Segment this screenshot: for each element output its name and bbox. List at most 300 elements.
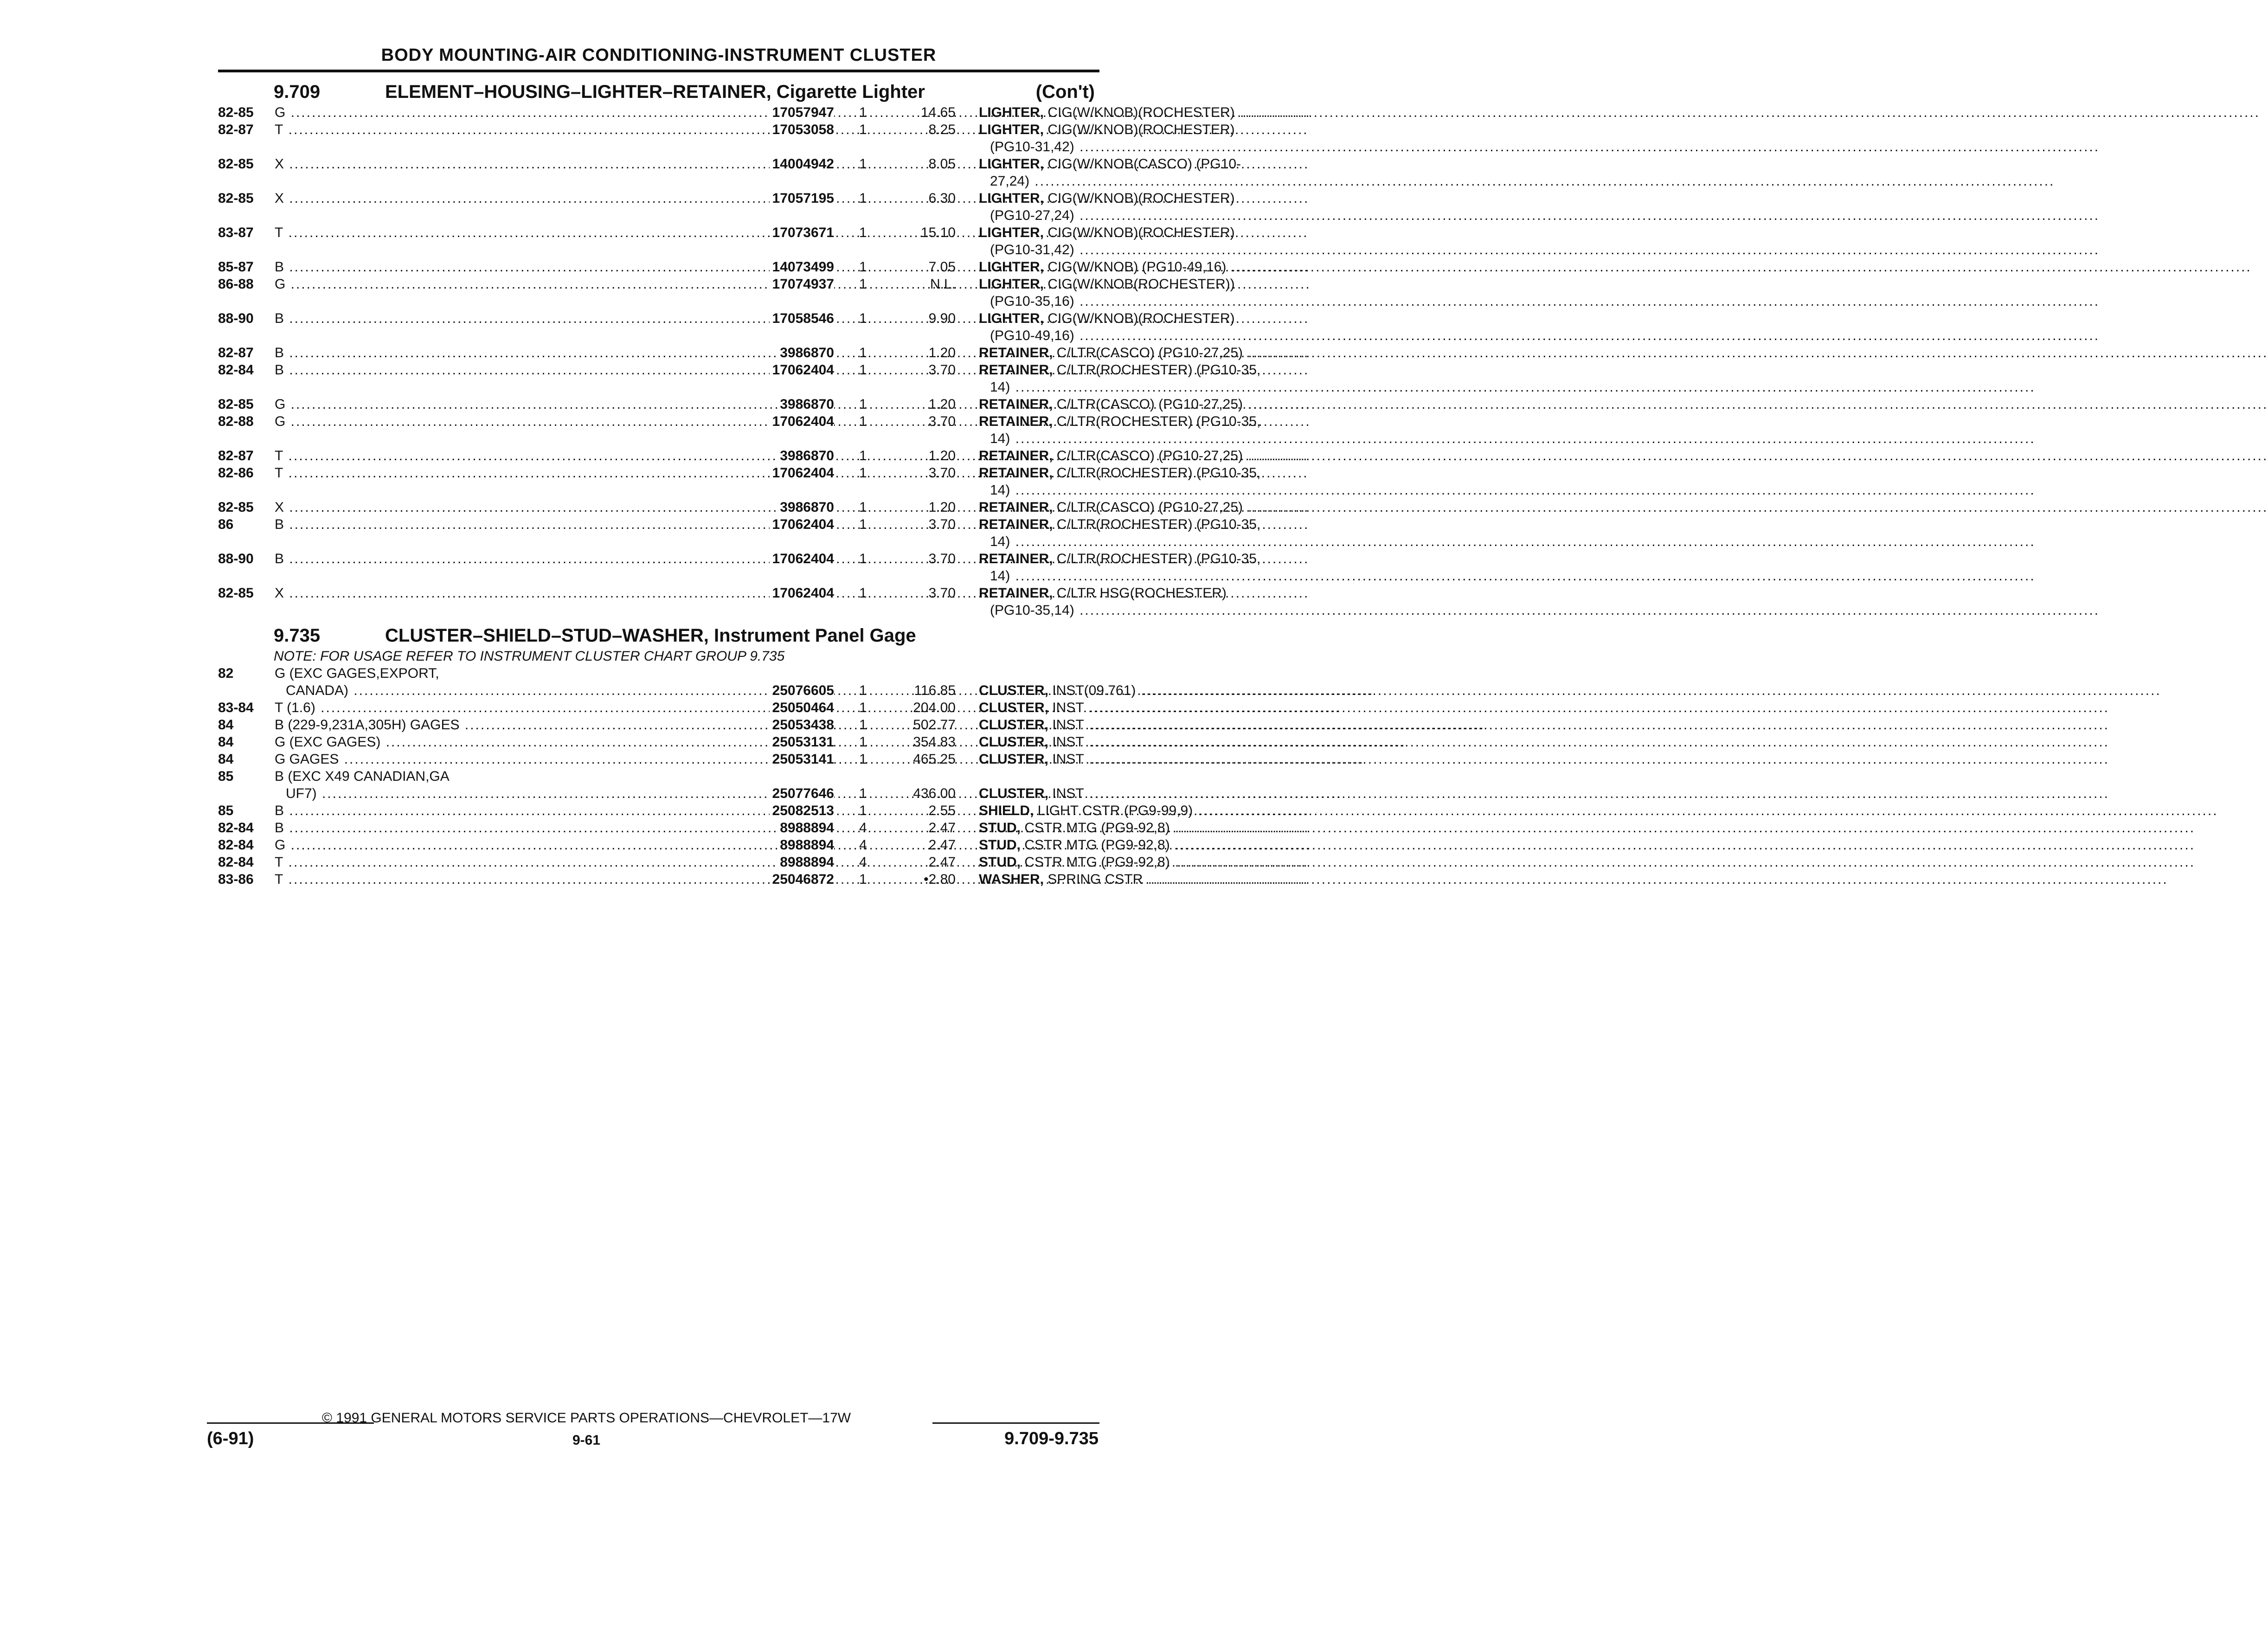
model-code-text: T ..... bbox=[275, 872, 1309, 887]
description-keyword: CLUSTER, bbox=[979, 717, 1048, 733]
model-code bbox=[275, 397, 736, 412]
quantity: 1 bbox=[859, 585, 867, 601]
unit-price: •2.80 bbox=[924, 872, 956, 887]
model-code bbox=[275, 465, 736, 481]
model-year: 82-85 bbox=[218, 500, 254, 515]
description-continued-text: 14) ..... bbox=[990, 534, 2036, 549]
unit-price: 3.70 bbox=[928, 465, 956, 481]
unit-price: 204.00 bbox=[913, 700, 956, 715]
model-code bbox=[275, 803, 736, 819]
quantity: 4 bbox=[859, 855, 867, 870]
description-continued-text: (PG10-31,42) ..... bbox=[990, 139, 2100, 154]
unit-price: 8.25 bbox=[928, 122, 956, 137]
unit-price: 3.70 bbox=[928, 517, 956, 532]
description-text: C/LTR(CASCO) (PG10-27,25) ..... bbox=[1053, 500, 2268, 515]
model-code bbox=[275, 855, 736, 870]
model-code-text: X ..... bbox=[275, 500, 1309, 515]
part-number: 17057195 bbox=[770, 191, 834, 206]
parts-row bbox=[218, 362, 1261, 397]
unit-price: 3.70 bbox=[928, 585, 956, 601]
model-code-text: G ..... bbox=[275, 276, 1311, 292]
part-description bbox=[979, 837, 1311, 853]
model-year: 82-84 bbox=[218, 855, 254, 870]
model-year: 82-84 bbox=[218, 837, 254, 853]
unit-price: 3.70 bbox=[928, 551, 956, 566]
model-code-text: B ..... bbox=[275, 803, 1309, 818]
description-keyword: CLUSTER, bbox=[979, 734, 1048, 750]
parts-row bbox=[218, 717, 1095, 734]
description-continued bbox=[990, 242, 1311, 258]
parts-row bbox=[218, 872, 1143, 889]
part-description bbox=[979, 872, 1311, 887]
unit-price: 3.70 bbox=[928, 414, 956, 429]
parts-row bbox=[218, 311, 1235, 345]
unit-price: 116.85 bbox=[914, 683, 956, 698]
part-number: 17062404 bbox=[770, 585, 834, 601]
model-code-text: B ..... bbox=[275, 517, 1309, 532]
unit-price: 502.77 bbox=[913, 717, 956, 733]
part-description bbox=[979, 225, 1311, 241]
unit-price: 2.55 bbox=[928, 803, 956, 818]
parts-row bbox=[218, 837, 1170, 855]
footer-copyright: © 1991 GENERAL MOTORS SERVICE PARTS OPERATIONS—CHEVROLET—17W bbox=[321, 1410, 851, 1426]
part-description bbox=[979, 465, 1311, 481]
model-code bbox=[275, 276, 736, 292]
unit-price: 1.20 bbox=[928, 397, 956, 412]
parts-row bbox=[218, 820, 1170, 837]
description-continued-text: (PG10-31,42) ..... bbox=[990, 242, 2100, 257]
model-code-text: CANADA) ..... bbox=[286, 683, 1374, 698]
model-code-text: T ..... bbox=[275, 448, 1309, 463]
quantity: 1 bbox=[859, 397, 867, 412]
model-code-text: G (EXC GAGES) ..... bbox=[275, 734, 1406, 750]
model-code-text: B ..... bbox=[275, 551, 1309, 566]
quantity: 1 bbox=[859, 683, 867, 698]
description-text: INST ..... bbox=[1048, 734, 2109, 750]
description-keyword: RETAINER, bbox=[979, 500, 1053, 515]
description-text: INST ..... bbox=[1048, 700, 2109, 715]
parts-row bbox=[218, 448, 1243, 465]
quantity: 1 bbox=[859, 551, 867, 566]
part-number: 17074937 bbox=[770, 276, 834, 292]
model-year: 84 bbox=[218, 717, 234, 733]
model-year: 82-87 bbox=[218, 122, 254, 137]
quantity: 1 bbox=[859, 105, 867, 120]
parts-row bbox=[218, 551, 1261, 585]
part-number: 3986870 bbox=[777, 397, 834, 412]
unit-price: N.L. bbox=[930, 276, 956, 292]
unit-price: 465.25 bbox=[913, 752, 956, 767]
model-code-continued bbox=[286, 683, 747, 699]
quantity: 4 bbox=[859, 820, 867, 836]
model-year: 82 bbox=[218, 666, 234, 681]
description-keyword: LIGHTER, bbox=[979, 276, 1044, 292]
model-year: 82-88 bbox=[218, 414, 254, 429]
footer-page-number: 9-61 bbox=[572, 1433, 601, 1448]
description-keyword: RETAINER, bbox=[979, 465, 1053, 481]
model-year: 82-85 bbox=[218, 585, 254, 601]
part-number: 8988894 bbox=[777, 855, 834, 870]
quantity: 1 bbox=[859, 259, 867, 275]
description-keyword: CLUSTER, bbox=[979, 786, 1048, 801]
model-code: B (EXC X49 CANADIAN,GA bbox=[275, 769, 450, 784]
model-code bbox=[275, 362, 736, 378]
part-description bbox=[979, 752, 1311, 767]
description-continued-text: 14) ..... bbox=[990, 482, 2036, 498]
model-year: 83-87 bbox=[218, 225, 254, 240]
description-keyword: CLUSTER, bbox=[979, 683, 1048, 698]
description-continued-text: 14) ..... bbox=[990, 431, 2036, 446]
description-keyword: LIGHTER, bbox=[979, 225, 1044, 240]
part-description bbox=[979, 259, 1311, 275]
part-number: 25053141 bbox=[770, 752, 834, 767]
parts-row bbox=[218, 666, 1136, 700]
section-name: ELEMENT–HOUSING–LIGHTER–RETAINER, Cigarette Lighter bbox=[385, 82, 925, 102]
quantity: 1 bbox=[859, 734, 867, 750]
parts-row bbox=[218, 276, 1235, 311]
description-continued-text: 14) ..... bbox=[990, 568, 2036, 584]
part-description bbox=[979, 345, 1311, 361]
part-number: 17062404 bbox=[770, 465, 834, 481]
description-text: CIG(W/KNOB)(ROCHESTER) bbox=[1044, 191, 1235, 206]
model-year: 82-85 bbox=[218, 397, 254, 412]
description-keyword: STUD, bbox=[979, 837, 1021, 853]
description-continued-text: (PG10-49,16) ..... bbox=[990, 328, 2100, 343]
unit-price: 1.20 bbox=[928, 500, 956, 515]
part-description bbox=[979, 786, 1311, 802]
description-keyword: CLUSTER, bbox=[979, 752, 1048, 767]
part-number: 25076605 bbox=[770, 683, 834, 699]
model-code bbox=[275, 191, 736, 206]
model-year: 84 bbox=[218, 752, 234, 767]
part-number: 14004942 bbox=[770, 156, 834, 172]
unit-price: 9.90 bbox=[928, 311, 956, 326]
model-code-text: G ..... bbox=[275, 397, 1311, 412]
quantity: 1 bbox=[859, 311, 867, 326]
model-code-text: T (1.6) ..... bbox=[275, 700, 1341, 715]
description-keyword: CLUSTER, bbox=[979, 700, 1048, 715]
model-code bbox=[275, 156, 736, 172]
model-code-text: T ..... bbox=[275, 855, 1309, 870]
model-code bbox=[275, 717, 736, 733]
part-description bbox=[979, 803, 1311, 819]
model-code bbox=[275, 517, 736, 533]
unit-price: 15.10 bbox=[920, 225, 956, 240]
quantity: 1 bbox=[859, 500, 867, 515]
model-year: 83-86 bbox=[218, 872, 254, 887]
description-continued-text: (PG10-35,16) ..... bbox=[990, 294, 2100, 309]
description-text: CIG(W/KNOB(ROCHESTER)) bbox=[1044, 276, 1235, 292]
footer-date: (6-91) bbox=[207, 1429, 254, 1448]
part-description bbox=[979, 585, 1311, 601]
model-year: 86-88 bbox=[218, 276, 254, 292]
model-year: 85 bbox=[218, 803, 234, 818]
model-code bbox=[275, 734, 736, 750]
unit-price: 1.20 bbox=[928, 345, 956, 360]
model-code bbox=[275, 225, 736, 241]
model-code-text: G GAGES ..... bbox=[275, 752, 1364, 767]
quantity: 1 bbox=[859, 122, 867, 137]
model-code bbox=[275, 311, 736, 327]
part-description bbox=[979, 683, 1311, 699]
quantity: 1 bbox=[859, 345, 867, 360]
model-year: 82-85 bbox=[218, 105, 254, 120]
parts-row bbox=[218, 500, 1243, 517]
part-number: 17057947 bbox=[770, 105, 834, 121]
part-number: 25077646 bbox=[770, 786, 834, 802]
model-code-text: X ..... bbox=[275, 156, 1309, 172]
description-continued-text: (PG10-35,14) ..... bbox=[990, 603, 2100, 618]
part-description bbox=[979, 448, 1311, 464]
quantity: 1 bbox=[859, 414, 867, 429]
part-number: 17062404 bbox=[770, 414, 834, 430]
quantity: 1 bbox=[859, 225, 867, 240]
model-year: 85-87 bbox=[218, 259, 254, 275]
model-year: 84 bbox=[218, 734, 234, 750]
part-description bbox=[979, 311, 1311, 327]
model-code bbox=[275, 414, 736, 430]
quantity: 4 bbox=[859, 837, 867, 853]
section-continued: (Con't) bbox=[1035, 82, 1095, 102]
part-description bbox=[979, 500, 1311, 515]
description-continued bbox=[990, 294, 1311, 309]
unit-price: 354.83 bbox=[913, 734, 956, 750]
description-text: CIG(W/KNOB)(ROCHESTER) bbox=[1044, 311, 1235, 326]
model-code-text: B (229-9,231A,305H) GAGES ..... bbox=[275, 717, 1485, 733]
parts-row bbox=[218, 225, 1235, 259]
quantity: 1 bbox=[859, 517, 867, 532]
parts-row bbox=[218, 156, 1241, 191]
quantity: 1 bbox=[859, 700, 867, 715]
part-number: 3986870 bbox=[777, 345, 834, 361]
parts-row bbox=[218, 734, 1095, 752]
description-continued bbox=[990, 534, 1311, 550]
part-description bbox=[979, 700, 1311, 716]
description-keyword: STUD, bbox=[979, 855, 1021, 870]
description-continued-text: 14) ..... bbox=[990, 379, 2036, 395]
description-keyword: RETAINER, bbox=[979, 448, 1053, 463]
description-continued bbox=[990, 208, 1311, 224]
description-text: C/LTR(CASCO) (PG10-27,25) ..... bbox=[1053, 448, 2268, 463]
model-code-text: T ..... bbox=[275, 465, 1309, 481]
unit-price: 1.20 bbox=[928, 448, 956, 463]
part-number: 3986870 bbox=[777, 500, 834, 515]
description-text: CSTR MTG (PG9-92,8) ..... bbox=[1021, 837, 2195, 853]
description-keyword: LIGHTER, bbox=[979, 105, 1044, 120]
parts-row bbox=[218, 191, 1235, 225]
model-code-text: B ..... bbox=[275, 345, 1309, 360]
part-number: 25046872 bbox=[770, 872, 834, 887]
description-text: INST(09.761) ..... bbox=[1048, 683, 2161, 698]
section-title bbox=[218, 82, 1095, 104]
model-code bbox=[275, 448, 736, 464]
part-description bbox=[979, 362, 1311, 378]
description-continued-text: 27,24) ..... bbox=[990, 174, 2055, 189]
description-text: CSTR MTG (PG9-92,8) ..... bbox=[1021, 855, 2195, 870]
part-description bbox=[979, 397, 1311, 412]
model-year: 82-87 bbox=[218, 448, 254, 463]
section-note: NOTE: FOR USAGE REFER TO INSTRUMENT CLUSTER CHART GROUP 9.735 bbox=[274, 649, 785, 664]
model-year: 82-86 bbox=[218, 465, 254, 481]
parts-row bbox=[218, 105, 1235, 122]
unit-price: 7.05 bbox=[928, 259, 956, 275]
description-keyword: RETAINER, bbox=[979, 362, 1053, 378]
description-keyword: LIGHTER, bbox=[979, 259, 1044, 275]
quantity: 1 bbox=[859, 717, 867, 733]
model-year: 82-85 bbox=[218, 191, 254, 206]
model-code-text: G ..... bbox=[275, 414, 1311, 429]
parts-row bbox=[218, 752, 1095, 769]
parts-row bbox=[218, 465, 1261, 500]
part-description bbox=[979, 517, 1311, 533]
model-year: 88-90 bbox=[218, 311, 254, 326]
description-text: CIG(W/KNOB)(ROCHESTER) bbox=[1044, 225, 1235, 240]
description-continued bbox=[990, 568, 1311, 584]
description-keyword: RETAINER, bbox=[979, 397, 1053, 412]
model-code bbox=[275, 122, 736, 138]
model-code bbox=[275, 259, 736, 275]
section-number: 9.709 bbox=[274, 82, 321, 102]
description-text: C/LTR(ROCHESTER) (PG10-35, bbox=[1053, 414, 1261, 429]
unit-price: 3.70 bbox=[928, 362, 956, 378]
model-code-text: B ..... bbox=[275, 362, 1309, 378]
parts-row bbox=[218, 769, 1095, 803]
model-code-text: G ..... bbox=[275, 837, 1311, 853]
description-text: SPRING CSTR ..... bbox=[1044, 872, 2168, 887]
part-number: 17062404 bbox=[770, 517, 834, 533]
description-text: LIGHT CSTR (PG9-99,9) ..... bbox=[1034, 803, 2218, 818]
parts-row bbox=[218, 517, 1261, 551]
part-description bbox=[979, 156, 1311, 172]
model-code-text: B ..... bbox=[275, 259, 1309, 275]
part-description bbox=[979, 105, 1311, 121]
description-keyword: RETAINER, bbox=[979, 517, 1053, 532]
parts-row bbox=[218, 397, 1243, 414]
part-number: 17062404 bbox=[770, 551, 834, 567]
description-keyword: RETAINER, bbox=[979, 551, 1053, 566]
model-year: 85 bbox=[218, 769, 234, 784]
header-rule bbox=[218, 70, 1099, 72]
footer-group-range: 9.709-9.735 bbox=[1004, 1429, 1099, 1448]
part-number: 8988894 bbox=[777, 820, 834, 836]
description-continued bbox=[990, 174, 1311, 189]
model-year: 82-84 bbox=[218, 362, 254, 378]
part-description bbox=[979, 122, 1311, 138]
model-code-continued bbox=[286, 786, 747, 802]
description-keyword: LIGHTER, bbox=[979, 122, 1044, 137]
quantity: 1 bbox=[859, 448, 867, 463]
part-description bbox=[979, 820, 1311, 836]
quantity: 1 bbox=[859, 872, 867, 887]
model-year: 88-90 bbox=[218, 551, 254, 566]
description-text: C/LTR(ROCHESTER) (PG10-35, bbox=[1053, 465, 1261, 481]
unit-price: 8.05 bbox=[928, 156, 956, 172]
part-number: 25082513 bbox=[770, 803, 834, 819]
quantity: 1 bbox=[859, 276, 867, 292]
description-continued bbox=[990, 139, 1311, 155]
description-keyword: WASHER, bbox=[979, 872, 1044, 887]
part-description bbox=[979, 734, 1311, 750]
description-keyword: SHIELD, bbox=[979, 803, 1034, 818]
part-description bbox=[979, 191, 1311, 206]
parts-row bbox=[218, 855, 1170, 872]
quantity: 1 bbox=[859, 803, 867, 818]
part-description bbox=[979, 276, 1311, 292]
model-code-text: B ..... bbox=[275, 311, 1309, 326]
description-text: INST ..... bbox=[1048, 786, 2109, 801]
parts-row bbox=[218, 345, 1243, 362]
unit-price: 2.47 bbox=[928, 837, 956, 853]
model-code bbox=[275, 700, 736, 716]
model-code-text: X ..... bbox=[275, 585, 1309, 601]
quantity: 1 bbox=[859, 786, 867, 801]
section-name: CLUSTER–SHIELD–STUD–WASHER, Instrument Panel Gage bbox=[385, 625, 916, 646]
section-title bbox=[218, 625, 1095, 648]
unit-price: 2.47 bbox=[928, 820, 956, 836]
parts-row bbox=[218, 414, 1261, 448]
description-text: CIG(W/KNOB) (PG10-49,16) ..... bbox=[1044, 259, 2252, 275]
model-code-text: UF7) ..... bbox=[286, 786, 1342, 801]
description-text: C/LTR HSG(ROCHESTER) bbox=[1053, 585, 1227, 601]
part-number: 3986870 bbox=[777, 448, 834, 464]
description-continued bbox=[990, 603, 1311, 618]
part-number: 14073499 bbox=[770, 259, 834, 275]
part-description bbox=[979, 717, 1311, 733]
parts-row bbox=[218, 585, 1227, 620]
unit-price: 2.47 bbox=[928, 855, 956, 870]
description-text: C/LTR(ROCHESTER) (PG10-35, bbox=[1053, 551, 1261, 566]
unit-price: 6.30 bbox=[928, 191, 956, 206]
description-continued-text: (PG10-27,24) ..... bbox=[990, 208, 2100, 223]
description-continued bbox=[990, 379, 1311, 395]
description-text: C/LTR(ROCHESTER) (PG10-35, bbox=[1053, 517, 1261, 532]
part-number: 17073671 bbox=[770, 225, 834, 241]
model-code-text: T ..... bbox=[275, 225, 1309, 240]
model-code bbox=[275, 752, 736, 767]
description-keyword: LIGHTER, bbox=[979, 191, 1044, 206]
description-continued bbox=[990, 328, 1311, 344]
model-year: 83-84 bbox=[218, 700, 254, 715]
description-keyword: STUD, bbox=[979, 820, 1021, 836]
model-code-text: G ..... bbox=[275, 105, 1311, 120]
model-year: 86 bbox=[218, 517, 234, 532]
model-code bbox=[275, 585, 736, 601]
quantity: 1 bbox=[859, 191, 867, 206]
description-text: CIG(W/KNOB)(ROCHESTER) bbox=[1044, 122, 1235, 137]
part-number: 8988894 bbox=[777, 837, 834, 853]
model-code bbox=[275, 105, 736, 121]
description-text: C/LTR(CASCO) (PG10-27,25) ..... bbox=[1053, 345, 2268, 360]
part-number: 17062404 bbox=[770, 362, 834, 378]
model-code-text: B ..... bbox=[275, 820, 1309, 836]
description-text: INST ..... bbox=[1048, 717, 2109, 733]
part-description bbox=[979, 855, 1311, 870]
model-code-text: T ..... bbox=[275, 122, 1309, 137]
model-code bbox=[275, 837, 736, 853]
description-text: C/LTR(CASCO) (PG10-27,25) ..... bbox=[1053, 397, 2268, 412]
part-number: 17053058 bbox=[770, 122, 834, 138]
parts-row bbox=[218, 122, 1235, 156]
parts-row bbox=[218, 700, 1095, 717]
part-number: 25053131 bbox=[770, 734, 834, 750]
description-text: CIG(W/KNOB)(ROCHESTER) ..... bbox=[1044, 105, 2260, 120]
quantity: 1 bbox=[859, 752, 867, 767]
description-continued bbox=[990, 431, 1311, 447]
description-keyword: RETAINER, bbox=[979, 585, 1053, 601]
description-keyword: LIGHTER, bbox=[979, 156, 1044, 172]
model-year: 82-87 bbox=[218, 345, 254, 360]
model-code bbox=[275, 345, 736, 361]
